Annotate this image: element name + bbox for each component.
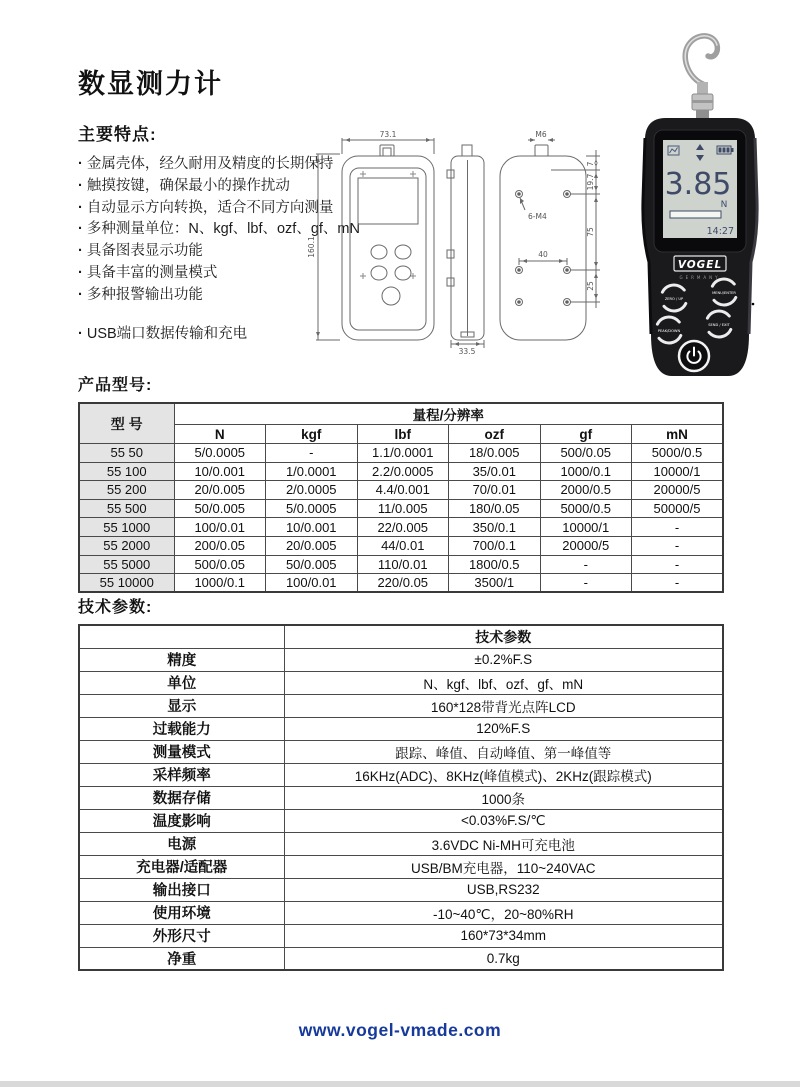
table-row [79,809,723,832]
cell: 350/0.1 [449,518,541,537]
specs-table [78,624,724,971]
row-label: 测量模式 [79,740,284,763]
row-label: 55 10000 [79,574,174,593]
row-label: 55 500 [79,499,174,518]
feature-item: · 具备图表显示功能 [78,241,378,263]
row-label: 充电器/适配器 [79,855,284,878]
cell: 180/0.05 [449,499,541,518]
row-label: 采样频率 [79,763,284,786]
product-photo [610,4,796,389]
cell: 0.7kg [284,947,723,970]
cell: 10000/1 [540,518,632,537]
table-row [79,694,723,717]
cell: ±0.2%F.S [284,648,723,671]
cell: 10/0.001 [266,518,358,537]
feature-item: · 触摸按键，确保最小的操作扰动 [78,176,378,198]
specs-table-body [79,648,723,970]
dim-height-label: 160.1 [307,236,316,258]
models-section [78,372,724,593]
row-label: 单位 [79,671,284,694]
cell: USB,RS232 [284,878,723,901]
row-label: 55 50 [79,444,174,463]
svg-text:MENU/ENTER: MENU/ENTER [712,291,736,295]
cell: 500/0.05 [540,444,632,463]
specs-heading: 技术参数: [78,599,153,616]
cell: N、kgf、lbf、ozf、gf、mN [284,671,723,694]
cell: 35/0.01 [449,462,541,481]
unit-header-n: N [174,425,266,444]
cell: 3.6VDC Ni-MH可充电池 [284,832,723,855]
model-column-header: 型 号 [79,403,174,444]
cell: 18/0.005 [449,444,541,463]
table-row [79,786,723,809]
cell: 1.1/0.0001 [357,444,449,463]
models-table-body [79,444,723,593]
cell: 1000/0.1 [540,462,632,481]
cell: 2000/0.5 [540,481,632,500]
cell: 120%F.S [284,717,723,740]
table-row [79,924,723,947]
website-link[interactable]: www.vogel-vmade.com [298,1020,502,1040]
feature-item: · 多种报警输出功能 [78,285,378,307]
cell: 160*128带背光点阵LCD [284,694,723,717]
unit-header-kgf: kgf [266,425,358,444]
unit-header-lbf: lbf [357,425,449,444]
table-row [79,878,723,901]
row-label: 过载能力 [79,717,284,740]
table-row [79,462,723,481]
cell: USB/BM充电器，110~240VAC [284,855,723,878]
cell: 22/0.005 [357,518,449,537]
table-row [79,648,723,671]
table-row [79,671,723,694]
cell: 2/0.0005 [266,481,358,500]
cell: 20000/5 [540,536,632,555]
row-label: 55 1000 [79,518,174,537]
row-label: 电源 [79,832,284,855]
cell: 20000/5 [632,481,724,500]
dim-75-label: 75 [586,227,595,237]
cell: 700/0.1 [449,536,541,555]
bottom-strip [0,1081,800,1087]
table-row [79,855,723,878]
dim-7-label: 7 [586,161,595,167]
dim-width-label: 73.1 [379,130,397,139]
side-view-drawing [447,145,484,348]
cell: 70/0.01 [449,481,541,500]
svg-text:SEND / EXIT: SEND / EXIT [708,323,730,327]
feature-item: · 具备丰富的测量模式 [78,263,378,285]
features-heading: 主要特点: [78,125,157,144]
feature-item: · 多种测量单位：N、kgf、lbf、ozf、gf、mN [78,219,378,241]
cell: 2.2/0.0005 [357,462,449,481]
row-label: 使用环境 [79,901,284,924]
unit-header-mn: mN [632,425,724,444]
table-row [79,832,723,855]
cell: - [632,536,724,555]
unit-header-gf: gf [540,425,632,444]
cell: 220/0.05 [357,574,449,593]
cell: 1000/0.1 [174,574,266,593]
time-display: 14:27 [706,226,734,237]
row-label: 净重 [79,947,284,970]
hook [685,36,717,118]
dim-depth-label: 33.5 [458,347,476,356]
range-resolution-header: 量程/分辨率 [174,403,723,425]
cell: 160*73*34mm [284,924,723,947]
cell: 16KHz(ADC)、8KHz(峰值模式)、2KHz(跟踪模式) [284,763,723,786]
row-label: 外形尺寸 [79,924,284,947]
cell: 10000/1 [632,462,724,481]
row-label: 数据存储 [79,786,284,809]
dim-19-7-label: 19.7 [586,173,595,191]
dim-40-label: 40 [538,250,548,259]
cell: 200/0.05 [174,536,266,555]
row-label: 55 100 [79,462,174,481]
cell: 1/0.0001 [266,462,358,481]
unit-header-ozf: ozf [449,425,541,444]
spec-column-header: 技术参数 [284,625,723,648]
cell: 5/0.0005 [266,499,358,518]
table-row [79,444,723,463]
spec-empty-header [79,625,284,648]
cell: -10~40℃，20~80%RH [284,901,723,924]
power-button [679,341,709,371]
cell: 11/0.005 [357,499,449,518]
feature-item: · 金属壳体，经久耐用及精度的长期保持 [78,154,378,176]
cell: 4.4/0.001 [357,481,449,500]
models-table [78,402,724,593]
specs-section [78,594,724,971]
front-view-drawing [316,138,434,340]
table-row [79,536,723,555]
cell: - [540,574,632,593]
cell: 44/0.01 [357,536,449,555]
cell: - [632,555,724,574]
cell: 3500/1 [449,574,541,593]
row-label: 显示 [79,694,284,717]
table-row [79,518,723,537]
technical-drawing [304,130,608,361]
cell: 1800/0.5 [449,555,541,574]
svg-text:PEAK/DOWN: PEAK/DOWN [657,329,681,333]
cell: <0.03%F.S/℃ [284,809,723,832]
feature-item: · 自动显示方向转换，适合不同方向测量 [78,198,378,220]
unit-label: N [720,200,728,210]
models-heading: 产品型号: [78,377,153,394]
cell: 20/0.005 [174,481,266,500]
table-row [79,499,723,518]
brand-logo [674,256,726,280]
cell: - [266,444,358,463]
dim-thread-label: M6 [535,130,547,139]
footer [0,1020,800,1041]
cell: 50000/5 [632,499,724,518]
cell: 50/0.005 [266,555,358,574]
table-row [79,555,723,574]
cell: 1000条 [284,786,723,809]
brand-name: VOGEL [677,259,723,271]
force-value: 3.85 [664,167,732,202]
table-row [79,574,723,593]
feature-item: · USB端口数据传输和充电 [78,324,378,346]
cell: 10/0.001 [174,462,266,481]
table-row [79,901,723,924]
row-label: 输出接口 [79,878,284,901]
cell: - [632,574,724,593]
table-row [79,481,723,500]
dim-25-label: 25 [586,281,595,291]
cell: 110/0.01 [357,555,449,574]
cell: - [540,555,632,574]
cell: 500/0.05 [174,555,266,574]
holes-6m4-label: 6-M4 [528,212,547,221]
row-label: 55 5000 [79,555,174,574]
table-row [79,763,723,786]
table-row [79,740,723,763]
row-label: 55 200 [79,481,174,500]
table-row [79,717,723,740]
back-view-drawing [500,138,600,340]
cell: 5000/0.5 [632,444,724,463]
svg-text:ZERO / UP: ZERO / UP [664,297,684,301]
table-row [79,947,723,970]
lcd-screen [654,130,746,252]
cell: 50/0.005 [174,499,266,518]
brand-country: GERMANY [679,275,721,280]
cell: - [632,518,724,537]
cell: 20/0.005 [266,536,358,555]
cell: 5000/0.5 [540,499,632,518]
page-title: 数显测力计 [78,69,223,99]
progress-bar [670,211,721,218]
row-label: 精度 [79,648,284,671]
cell: 100/0.01 [174,518,266,537]
row-label: 55 2000 [79,536,174,555]
cell: 跟踪、峰值、自动峰值、第一峰值等 [284,740,723,763]
row-label: 温度影响 [79,809,284,832]
cell: 100/0.01 [266,574,358,593]
cell: 5/0.0005 [174,444,266,463]
